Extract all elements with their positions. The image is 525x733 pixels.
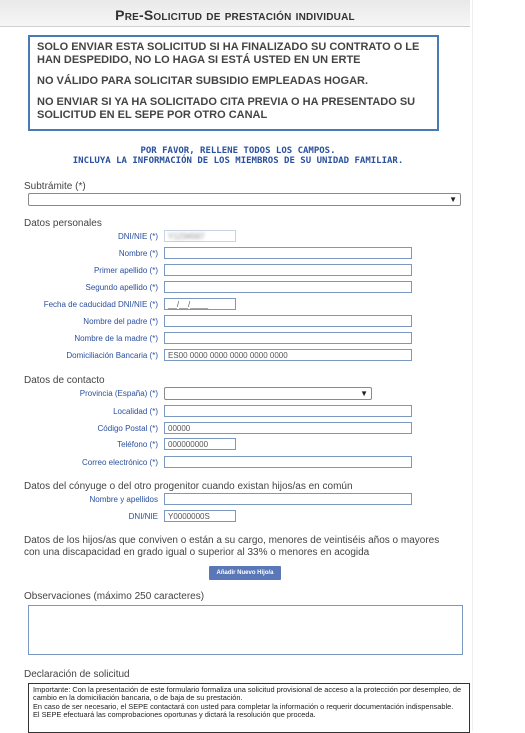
caducidad-label: Fecha de caducidad DNI/NIE (*)	[43, 300, 158, 309]
padre-label: Nombre del padre (*)	[83, 317, 158, 326]
declaracion-text-1: Importante: Con la presentación de este formulario formaliza una solicitud provisional de acceso a la protección por desempleo, de cambio en la domiciliación bancaria, o de baja de su prestación.	[33, 685, 462, 703]
segundo-apellido-field[interactable]	[164, 281, 412, 293]
conyuge-nombre-field[interactable]	[164, 493, 412, 505]
warning-2: NO VÁLIDO PARA SOLICITAR SUBSIDIO EMPLEADAS HOGAR.	[37, 75, 369, 87]
provincia-label: Provincia (España) (*)	[79, 389, 158, 398]
declaracion-text-2: En caso de ser necesario, el SEPE contactará con usted para completar la información o requerir documentación indispensable.	[33, 701, 454, 711]
warning-1: SOLO ENVIAR ESTA SOLICITUD SI HA FINALIZADO SU CONTRATO O LE HAN DESPEDIDO, NO LO HAGA SI ESTÁ USTED EN UN ERTE	[37, 41, 420, 66]
subtramite-select[interactable]	[28, 193, 461, 206]
datos-personales-heading: Datos personales	[24, 218, 102, 229]
nombre-field[interactable]	[164, 247, 412, 259]
madre-field[interactable]	[164, 332, 412, 344]
chevron-down-icon: ▼	[360, 389, 368, 398]
notice-line-2: INCLUYA LA INFORMACIÓN DE LOS MIEMBROS DE SU UNIDAD FAMILIAR.	[72, 156, 404, 166]
observaciones-textarea[interactable]	[28, 605, 463, 655]
correo-label: Correo electrónico (*)	[81, 458, 158, 467]
chevron-down-icon: ▼	[449, 195, 457, 204]
conyuge-dni-field[interactable]: Y0000000S	[164, 510, 236, 522]
datos-contacto-heading: Datos de contacto	[24, 375, 105, 386]
notice-line-1: POR FAVOR, RELLENE TODOS LOS CAMPOS.	[140, 146, 336, 156]
nombre-label: Nombre (*)	[118, 249, 158, 258]
declaracion-box	[28, 683, 470, 733]
caducidad-field[interactable]: __/__/____	[164, 298, 236, 310]
provincia-select[interactable]	[164, 387, 372, 400]
declaracion-text-3: El SEPE efectuará las comprobaciones oportunas y dictará la resolución que proceda.	[33, 710, 316, 720]
banco-field[interactable]: ES00 0000 0000 0000 0000 0000	[164, 349, 412, 361]
declaracion-heading: Declaración de solicitud	[24, 669, 130, 680]
hijos-heading-line-2: con una discapacidad en grado igual o superior al 33% o menores en acogida	[24, 547, 370, 558]
page-title: Pre-Solicitud de prestación individual	[115, 7, 355, 23]
conyuge-dni-label: DNI/NIE	[128, 512, 158, 521]
telefono-label: Teléfono (*)	[117, 440, 158, 449]
dni-field[interactable]: Y1234567	[164, 230, 236, 242]
banco-label: Domiciliación Bancaria (*)	[66, 351, 158, 360]
codigo-postal-field[interactable]: 00000	[164, 422, 412, 434]
padre-field[interactable]	[164, 315, 412, 327]
dni-label: DNI/NIE (*)	[118, 232, 158, 241]
observaciones-heading: Observaciones (máximo 250 caracteres)	[24, 591, 205, 602]
codigo-postal-label: Código Postal (*)	[97, 424, 158, 433]
localidad-label: Localidad (*)	[113, 407, 158, 416]
localidad-field[interactable]	[164, 405, 412, 417]
add-child-button[interactable]: Añadir Nuevo Hijo/a	[209, 566, 281, 580]
warning-3: NO ENVIAR SI YA HA SOLICITADO CITA PREVIA O HA PRESENTADO SU SOLICITUD EN EL SEPE POR OTRO CANAL	[37, 96, 416, 121]
conyuge-heading: Datos del cónyuge o del otro progenitor cuando existan hijos/as en común	[24, 481, 353, 492]
segundo-apellido-label: Segundo apellido (*)	[85, 283, 158, 292]
right-margin	[472, 0, 525, 731]
telefono-field[interactable]: 000000000	[164, 438, 236, 450]
subtramite-label: Subtrámite (*)	[24, 181, 86, 192]
correo-field[interactable]	[164, 456, 412, 468]
conyuge-nombre-label: Nombre y apellidos	[89, 495, 158, 504]
warning-box	[28, 35, 439, 131]
madre-label: Nombre de la madre (*)	[74, 334, 158, 343]
hijos-heading-line-1: Datos de los hijos/as que conviven o están a su cargo, menores de veintiséis años o mayores	[24, 535, 440, 546]
primer-apellido-field[interactable]	[164, 264, 412, 276]
primer-apellido-label: Primer apellido (*)	[93, 266, 158, 275]
